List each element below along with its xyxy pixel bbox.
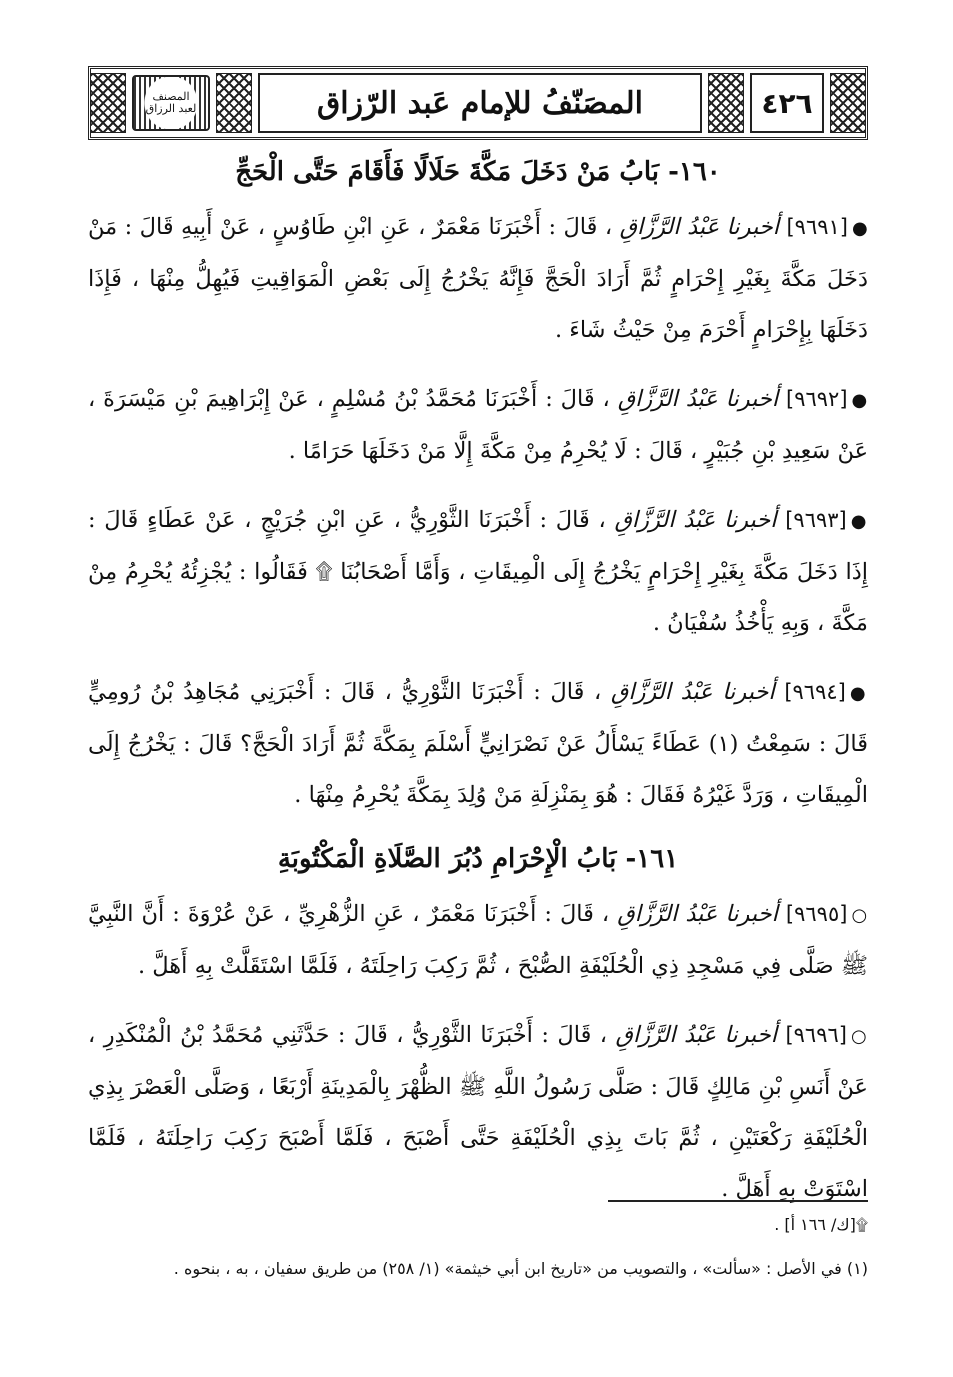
running-title: المصَنّفُ للإمام عَبد الرّزاق	[317, 85, 643, 121]
bullet-filled-icon: ●	[852, 218, 868, 239]
hadith-entry-9696	[88, 1010, 868, 1215]
emblem-text	[146, 91, 197, 115]
emblem-line-1: المصنف	[152, 90, 190, 103]
entry-number: [٩٦٩١]	[786, 215, 848, 239]
entry-text: ، قَالَ : أَخْبَرَنَا مَعْمَرٌ ، عَنِ الزُّهْرِيِّ ، عَنْ عُرْوَةَ : أَنَّ النَّبِيَّ ﷺ صَلَّى فِي مَسْجِدِ ذِي الْحُلَيْفَةِ الصُّبْحَ ، ثُمَّ رَكِبَ رَاحِلَتَهُ ، فَلَمَّا اسْتَقَلَّتْ بِهِ أَهَلَّ .	[88, 901, 868, 979]
entry-text: ، قَالَ : أَخْبَرَنَا الثَّوْرِيُّ ، قَالَ : أَخْبَرَنِي مُجَاهِدُ بْنُ رُومِيٍّ قَالَ : سَمِعْتُ (١) عَطَاءً يَسْأَلُ عَنْ نَصْرَانِيٍّ أَسْلَمَ بِمَكَّةَ ثُمَّ أَرَادَ الْحَجَّ؟ قَالَ : يَخْرُجُ إِلَى الْمِيقَاتِ ، وَرَدَّ غَيْرُهُ فَقَالَ : هُوَ بِمَنْزِلَةِ مَنْ وُلِدَ بِمَكَّةَ يُحْرِمُ مِنْهَا .	[88, 679, 868, 808]
footnote-manuscript-ref: ۩[ك/ ١٦٦ أ] .	[774, 1215, 868, 1234]
hadith-entry-9693	[88, 495, 868, 649]
narrator-formula: أخبرنا عَبْدُ الرَّزَّاقِ	[614, 507, 777, 533]
bullet-hollow-icon: ○	[850, 1026, 868, 1047]
narrator-formula: أخبرنا عَبْدُ الرَّزَّاقِ	[617, 901, 778, 927]
ornament-icon	[708, 73, 744, 133]
bullet-filled-icon: ●	[851, 390, 868, 411]
running-title-box	[258, 73, 702, 133]
ornament-icon	[216, 73, 252, 133]
ornament-icon	[830, 73, 866, 133]
hadith-entry-9691	[88, 202, 868, 356]
entry-number: [٩٦٩٥]	[785, 902, 848, 926]
header-inner	[88, 66, 868, 140]
entry-number: [٩٦٩٣]	[785, 508, 847, 532]
footnote-divider	[608, 1200, 868, 1202]
entry-number: [٩٦٩٤]	[784, 680, 846, 704]
entry-number: [٩٦٩٢]	[786, 387, 848, 411]
narrator-formula: أخبرنا عَبْدُ الرَّزَّاقِ	[610, 679, 775, 705]
chapter-heading-160: ١٦٠- بَابُ مَنْ دَخَلَ مَكَّةَ حَلَالًا فَأَقَامَ حَتَّى الْحَجِّ	[235, 157, 721, 187]
ornament-icon	[90, 73, 126, 133]
footnotes	[88, 1210, 868, 1298]
narrator-formula: أخبرنا عَبْدُ الرَّزَّاقِ	[617, 386, 779, 412]
chapter-heading-161: ١٦١- بَابُ الْإِحْرَامِ دُبُرَ الصَّلَاةِ الْمَكْتُوبَةِ	[277, 844, 679, 874]
hadith-entry-9695	[88, 889, 868, 992]
bullet-filled-icon: ●	[849, 683, 869, 704]
page-number-box	[750, 73, 824, 133]
entry-number: [٩٦٩٦]	[785, 1023, 847, 1047]
page-body	[88, 152, 868, 1233]
entry-text: ، قَالَ : أَخْبَرَنَا مُحَمَّدُ بْنُ مُسْلِمٍ ، عَنْ إِبْرَاهِيمَ بْنِ مَيْسَرَةَ ، عَنْ سَعِيدِ بْنِ جُبَيْرٍ ، قَالَ : لَا يُحْرِمُ مِنْ مَكَّةَ إِلَّا مَنْ دَخَلَهَا حَرَامًا .	[88, 386, 868, 464]
bullet-hollow-icon: ○	[851, 905, 869, 926]
narrator-formula: أخبرنا عَبْدُ الرَّزَّاقِ	[619, 214, 780, 240]
footnote-1: (١) في الأصل : «سألت» ، والتصويب من «تاريخ ابن أبي خيثمة» (١/ ٢٥٨) من طريق سفيان ، به ، بنحوه .	[173, 1259, 868, 1278]
book-emblem	[132, 75, 210, 131]
hadith-entry-9694	[88, 667, 868, 821]
bullet-filled-icon: ●	[850, 511, 869, 532]
entry-text: ، قَالَ : أَخْبَرَنَا مَعْمَرٌ ، عَنِ ابْنِ طَاوُسٍ ، عَنْ أَبِيهِ قَالَ : مَنْ دَخَلَ مَكَّةَ بِغَيْرِ إِحْرَامٍ ثُمَّ أَرَادَ الْحَجَّ فَإِنَّهُ يَخْرُجُ إِلَى بَعْضِ الْمَوَاقِيتِ فَيُهِلُّ مِنْهَا ، فَإِذَا دَخَلَهَا بِإِحْرَامٍ أَحْرَمَ مِنْ حَيْثُ شَاءَ .	[88, 214, 868, 343]
narrator-formula: أخبرنا عَبْدُ الرَّزَّاقِ	[615, 1022, 777, 1048]
emblem-line-2: لعبد الرزاق	[145, 102, 197, 115]
page-header	[88, 66, 868, 140]
entry-text: ، قَالَ : أَخْبَرَنَا الثَّوْرِيُّ ، عَنِ ابْنِ جُرَيْجٍ ، عَنْ عَطَاءٍ قَالَ : إِذَا دَخَلَ مَكَّةَ بِغَيْرِ إِحْرَامٍ يَخْرُجُ إِلَى الْمِيقَاتِ ، وَأَمَّا أَصْحَابُنَا ۩ فَقَالُوا : يُجْزِئُهُ يُحْرِمُ مِنْ مَكَّةَ ، وَبِهِ يَأْخُذُ سُفْيَانُ .	[88, 507, 868, 636]
entry-text: ، قَالَ : أَخْبَرَنَا الثَّوْرِيُّ ، قَالَ : حَدَّثَنِي مُحَمَّدُ بْنُ الْمُنْكَدِرِ ، عَنْ أَنَسِ بْنِ مَالِكٍ قَالَ : صَلَّى رَسُولُ اللَّهِ ﷺ الظُّهْرَ بِالْمَدِينَةِ أَرْبَعًا ، وَصَلَّى الْعَصْرَ بِذِي الْحُلَيْفَةِ رَكْعَتَيْنِ ، ثُمَّ بَاتَ بِذِي الْحُلَيْفَةِ حَتَّى أَصْبَحَ ، فَلَمَّا أَصْبَحَ رَكِبَ رَاحِلَتَهُ ، فَلَمَّا اسْتَوَتْ بِهِ أَهَلَّ .	[88, 1022, 868, 1202]
page-number: ٤٢٦	[761, 86, 813, 120]
hadith-entry-9692	[88, 374, 868, 477]
